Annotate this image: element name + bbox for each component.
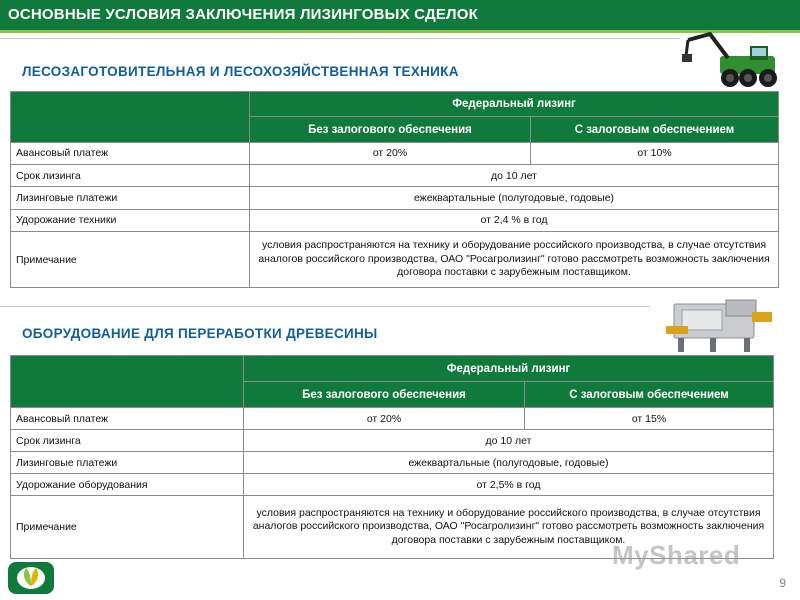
table-row (11, 165, 779, 187)
section1-table (10, 91, 779, 288)
row-label: Примечание (11, 232, 250, 288)
table-row (11, 452, 774, 474)
cell-value: от 10% (531, 142, 779, 164)
group-header: Федеральный лизинг (244, 356, 774, 382)
cell-value: от 2,5% в год (244, 474, 774, 496)
table-row (11, 430, 774, 452)
cell-value: до 10 лет (244, 430, 774, 452)
table-row (11, 187, 779, 209)
table-row (11, 408, 774, 430)
group-header: Федеральный лизинг (250, 92, 779, 117)
forest-harvester-image (680, 26, 790, 94)
cell-value: от 15% (525, 408, 774, 430)
row-label: Срок лизинга (11, 430, 244, 452)
page-number: 9 (779, 576, 786, 590)
row-label: Лизинговые платежи (11, 452, 244, 474)
section1-title: ЛЕСОЗАГОТОВИТЕЛЬНАЯ И ЛЕСОХОЗЯЙСТВЕННАЯ ТЕХНИКА (22, 64, 459, 79)
table-row (11, 209, 779, 231)
cell-value: ежеквартальные (полугодовые, годовые) (250, 187, 779, 209)
row-label: Примечание (11, 496, 244, 559)
row-label: Удорожание оборудования (11, 474, 244, 496)
col-header-no-collateral: Без залогового обеспечения (250, 117, 531, 142)
cell-value: ежеквартальные (полугодовые, годовые) (244, 452, 774, 474)
table-corner (11, 356, 244, 408)
row-label: Срок лизинга (11, 165, 250, 187)
table-row (11, 232, 779, 288)
note-text: условия распространяются на технику и оборудование российского производства, в случае отсутствия аналогов российского производства, ОАО "Росагролизинг" готово рассмотреть возможность заключения договора поставки с зарубежным поставщиком. (244, 496, 774, 559)
col-header-with-collateral: С залоговым обеспечением (531, 117, 779, 142)
cell-value: от 20% (244, 408, 525, 430)
header-divider (0, 38, 680, 39)
note-text: условия распространяются на технику и оборудование российского производства, в случае отсутствия аналогов российского производства, ОАО "Росагролизинг" готово рассмотреть возможность заключения договора поставки с зарубежным поставщиком. (250, 232, 779, 288)
table-row (11, 142, 779, 164)
cell-value: до 10 лет (250, 165, 779, 187)
woodworking-machine-image (664, 290, 776, 356)
watermark-text: MyShared (612, 540, 741, 570)
table-row (11, 474, 774, 496)
row-label: Удорожание техники (11, 209, 250, 231)
section2-table (10, 355, 774, 559)
section2-title: ОБОРУДОВАНИЕ ДЛЯ ПЕРЕРАБОТКИ ДРЕВЕСИНЫ (22, 326, 378, 341)
cell-value: от 2,4 % в год (250, 209, 779, 231)
col-header-no-collateral: Без залогового обеспечения (244, 382, 525, 408)
page-title: ОСНОВНЫЕ УСЛОВИЯ ЗАКЛЮЧЕНИЯ ЛИЗИНГОВЫХ СДЕЛОК (8, 6, 479, 23)
cell-value: от 20% (250, 142, 531, 164)
row-label: Авансовый платеж (11, 408, 244, 430)
company-logo (6, 560, 56, 596)
table-corner (11, 92, 250, 143)
row-label: Авансовый платеж (11, 142, 250, 164)
col-header-with-collateral: С залоговым обеспечением (525, 382, 774, 408)
row-label: Лизинговые платежи (11, 187, 250, 209)
section-divider (0, 306, 650, 307)
